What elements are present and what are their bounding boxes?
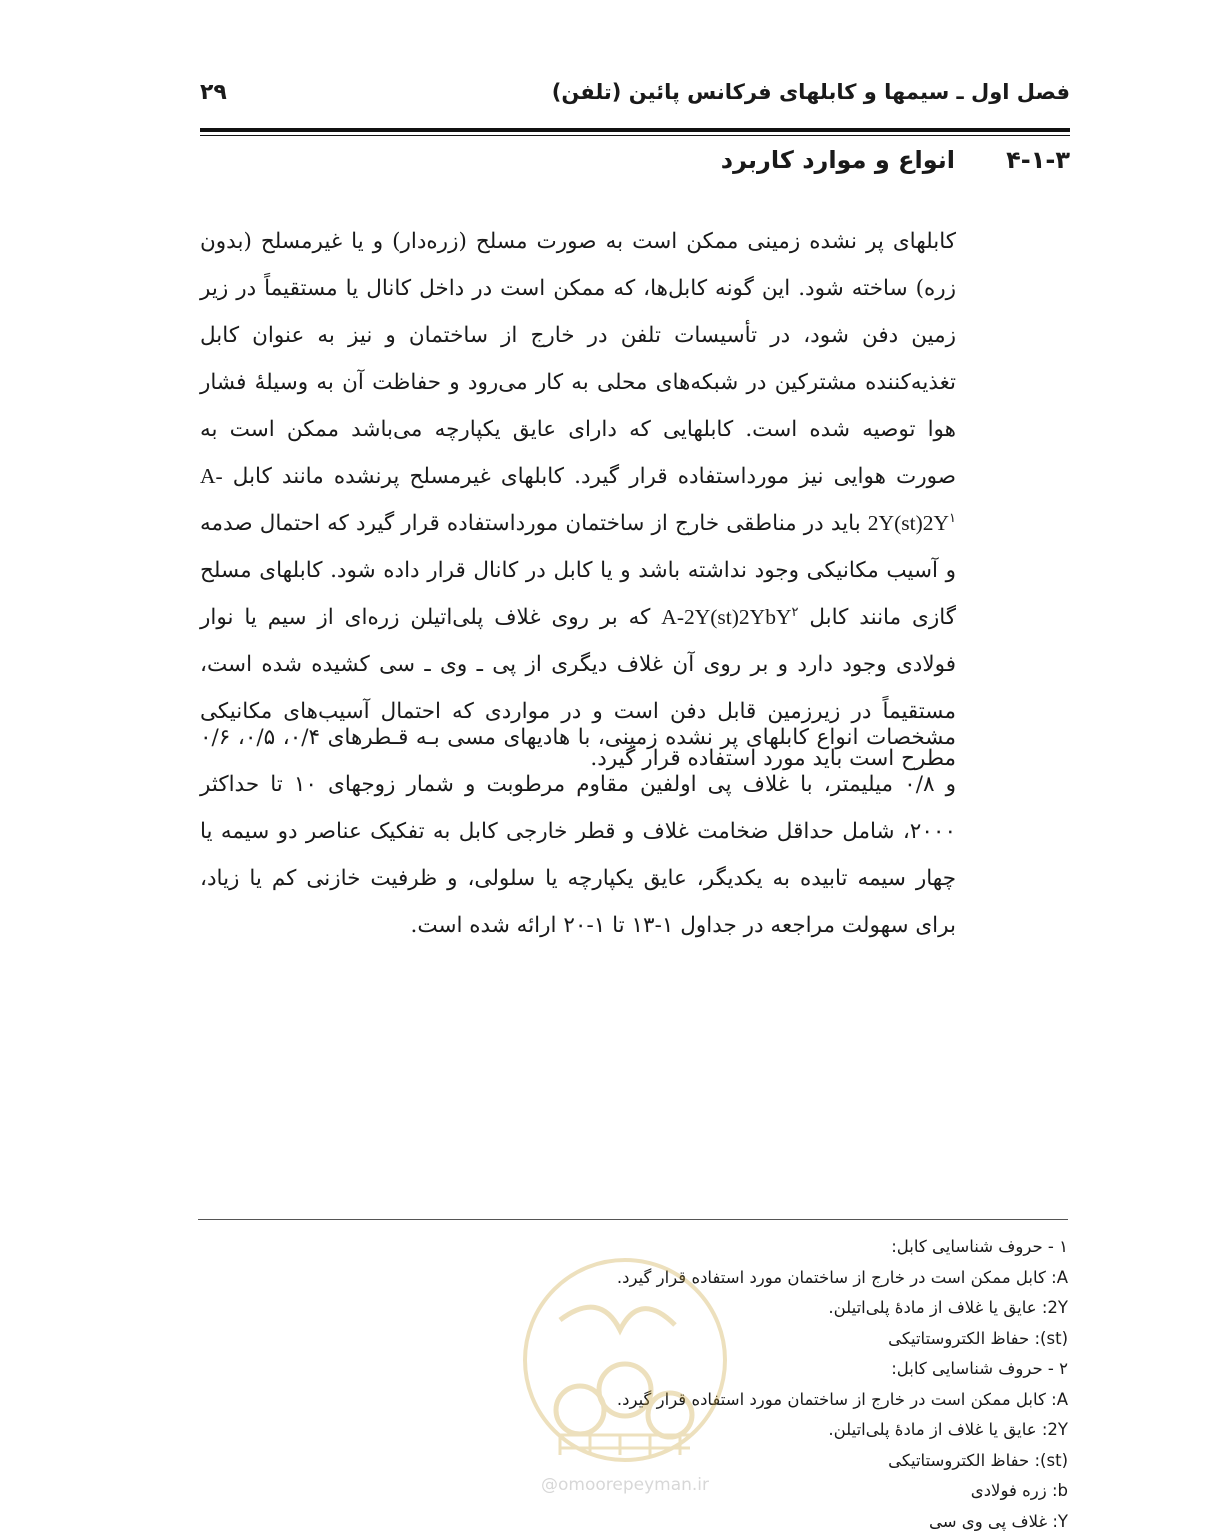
cable-code-1: $A-2Y(st)2Y^۱$: [200, 464, 956, 535]
footnote-2-line: A: کابل ممکن است در خارج از ساختمان مورد استفاده قرار گیرد.: [448, 1385, 1068, 1416]
section-title: انواع و موارد کاربرد: [721, 146, 955, 174]
header-rule-thin: [200, 135, 1070, 136]
para-1-text-b: باید در مناطقی خارج از ساختمان مورداستفاده قرار گیرد که احتمال صدمه و آسیب مکانیکی وجود نداشته باشد و یا کابل در کانال قرار داده شود. کابلهای مسلح گازی مانند کابل: [200, 511, 956, 630]
running-head: [200, 80, 1070, 116]
para-1-text-c: که بر روی غلاف پلی‌اتیلن زره‌ای از سیم یا نوار فولادی وجود دارد و بر روی آن غلاف دیگری از پی ـ وی ـ سی کشیده شده است، مستقیماً در زیرزمین قابل دفن است و در مواردی که احتمال آسیب‌های مکانیکی مطرح است باید مورد استفاده قرار گیرد.: [200, 605, 956, 771]
footnote-ref-1: ۱: [949, 510, 956, 525]
footnote-1-title: ۱ - حروف شناسایی کابل:: [448, 1232, 1068, 1263]
page-number: ۲۹: [200, 80, 227, 105]
watermark-seal-icon: [520, 1250, 730, 1500]
body-paragraph-2: مشخصات انواع کابلهای پر نشده زمینی، با هادیهای مسی بـه قـطرهای ۰/۴، ۰/۵، ۰/۶ و ۰/۸ میلیمتر، با غلاف پی اولفین مقاوم مرطوبت و شمار زوجهای ۱۰ تا حداکثر ۲۰۰۰، شامل حداقل ضخامت غلاف و قطر خارجی کابل به تفکیک عناصر دو سیمه یا چهار سیمه تابیده به یکدیگر، عایق یکپارچه یا سلولی، و ظرفیت خازنی کم یا زیاد، برای سهولت مراجعه در جداول ۱-۱۳ تا ۱-۲۰ ارائه شده است.: [200, 714, 956, 949]
chapter-title: فصل اول ـ سیمها و کابلهای فرکانس پائین (تلفن): [552, 80, 1070, 104]
section-number: ۴-۱-۳: [1006, 146, 1070, 174]
footnote-2-line: (st): حفاظ الکتروستاتیکی: [448, 1446, 1068, 1477]
footnote-2-line: Y: غلاف پی وی سی: [448, 1507, 1068, 1537]
footnote-1-line: (st): حفاظ الکتروستاتیکی: [448, 1324, 1068, 1355]
footnote-rule: [198, 1219, 1068, 1220]
footnote-2-line: b: زره فولادی: [448, 1476, 1068, 1507]
section-heading: [200, 146, 1070, 186]
footnote-1-line: A: کابل ممکن است در خارج از ساختمان مورد استفاده قرار گیرد.: [448, 1263, 1068, 1294]
body-paragraph-1: [200, 218, 956, 782]
para-1-text-a: کابلهای پر نشده زمینی ممکن است به صورت مسلح (زره‌دار) و یا غیرمسلح (بدون زره) ساخته شود. این گونه کابل‌ها، که ممکن است در داخل کانال یا مستقیماً در زیر زمین دفن شود، در تأسیسات تلفن در خارج از ساختمان و نیز به عنوان کابل تغذیه‌کننده مشترکین در شبکه‌های محلی به کار می‌رود و حفاظت آن به وسیلهٔ فشار هوا توصیه شده است. کابلهایی که دارای عایق یکپارچه می‌باشد ممکن است به صورت هوایی نیز مورداستفاده قرار گیرد. کابلهای غیرمسلح پرنشده مانند کابل: [200, 229, 956, 489]
watermark-logo: [520, 1250, 730, 1500]
footnote-ref-2: ۲: [791, 604, 798, 619]
header-rule-thick: [200, 128, 1070, 132]
footnote-1-line: 2Y: عایق یا غلاف از مادهٔ پلی‌اتیلن.: [448, 1293, 1068, 1324]
cable-code-2: A-2Y(st)2YbY$^۲$: [661, 605, 798, 629]
footnote-2-title: ۲ - حروف شناسایی کابل:: [448, 1354, 1068, 1385]
footnote-2-line: 2Y: عایق یا غلاف از مادهٔ پلی‌اتیلن.: [448, 1415, 1068, 1446]
watermark-url: @omoorepeyman.ir: [541, 1475, 709, 1495]
